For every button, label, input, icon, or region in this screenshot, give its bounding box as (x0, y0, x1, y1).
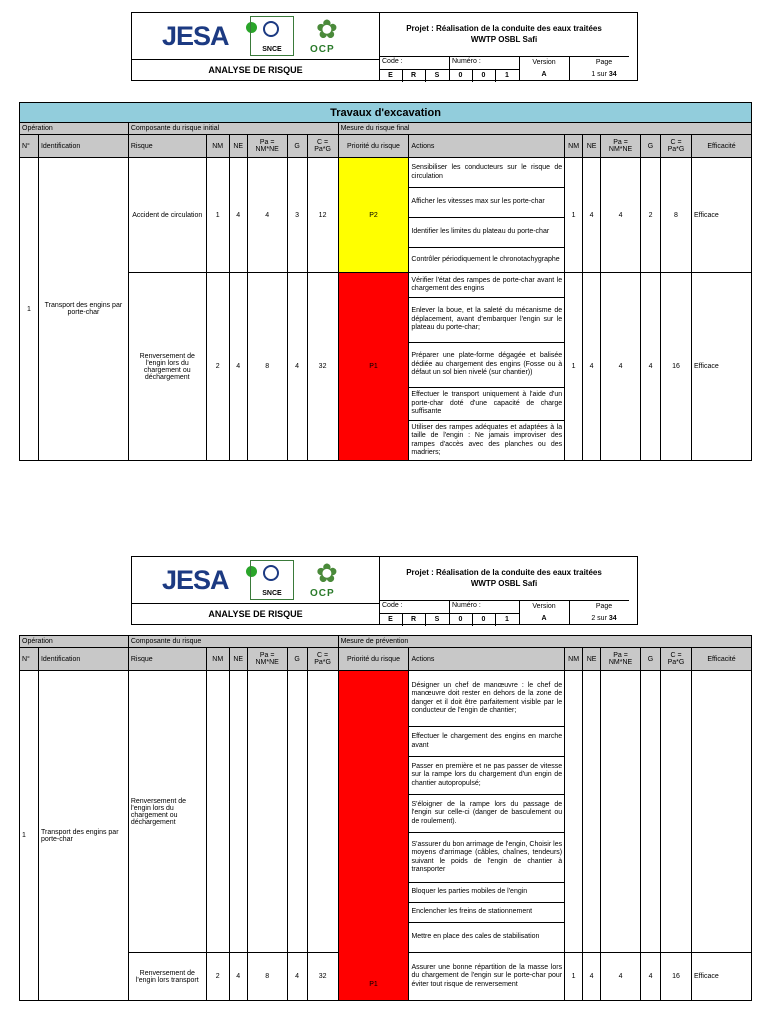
action-item: Vérifier l'état des rampes de porte-char avant le chargement des engins (409, 273, 565, 298)
pa-final (601, 671, 641, 953)
col-header: NM (206, 648, 229, 671)
identification: Transport des engins par porte-char (38, 158, 128, 461)
col-header: Identification (38, 135, 128, 158)
col-header: G (287, 135, 307, 158)
col-header: G (287, 648, 307, 671)
efficacite: Efficace (691, 158, 751, 273)
pa-cell: 8 (247, 953, 287, 1001)
c-final: 16 (661, 953, 692, 1001)
c-final: 8 (661, 158, 692, 273)
col-header: Actions (409, 135, 565, 158)
pa-cell: 4 (247, 158, 287, 273)
col-header: Risque (128, 135, 206, 158)
col-header: Priorité du risque (338, 648, 409, 671)
document-header-page1 (131, 12, 638, 81)
g-final: 2 (641, 158, 661, 273)
section-title: Travaux d'excavation (20, 103, 752, 123)
ne-final (583, 671, 601, 953)
col-header: N° (20, 648, 39, 671)
pa-final: 4 (601, 953, 641, 1001)
efficacite: Efficace (691, 273, 751, 461)
group-mesure: Mesure du risque final (338, 123, 751, 135)
nm-final: 1 (565, 158, 583, 273)
identification: Transport des engins par porte-char (38, 671, 128, 1001)
c-final: 16 (661, 273, 692, 461)
g-cell: 4 (287, 273, 307, 461)
risque-cell: Accident de circulation (128, 158, 206, 273)
nm-cell: 2 (206, 273, 229, 461)
ocp-star-icon: ✿ (316, 558, 338, 588)
ne-final: 4 (583, 158, 601, 273)
logo-area (132, 557, 380, 604)
analyse-title: ANALYSE DE RISQUE (132, 603, 380, 625)
col-header: Pa = NM*NE (601, 135, 641, 158)
action-item: Assurer une bonne répartition de la masse lors du chargement de l'engin sur le porte-char pour éviter tout risque de renversement (409, 953, 565, 1001)
col-header: NE (229, 135, 247, 158)
nm-final: 1 (565, 273, 583, 461)
priority-badge: P2 (338, 158, 409, 273)
group-mesure: Mesure de prévention (338, 636, 751, 648)
ocp-star-icon: ✿ (316, 14, 338, 44)
action-item: Contrôler périodiquement le chronotachygraphe (409, 248, 565, 273)
page-cell: Page 1 sur 34 (591, 59, 617, 78)
snce-logo: SNCE (250, 560, 294, 600)
analyse-title: ANALYSE DE RISQUE (132, 59, 380, 81)
ne-final: 4 (583, 273, 601, 461)
pa-final: 4 (601, 158, 641, 273)
g-final: 4 (641, 273, 661, 461)
group-composante: Composante du risque (128, 636, 338, 648)
action-item: Sensibiliser les conducteurs sur le risque de circulation (409, 158, 565, 188)
action-item: Préparer une plate-forme dégagée et balisée dédiée au chargement des engins (Fosse ou à défaut un sol bien nivelé (sur chantier)) (409, 343, 565, 388)
snce-logo: SNCE (250, 16, 294, 56)
col-header: N° (20, 135, 39, 158)
nm-cell: 1 (206, 158, 229, 273)
col-header: NE (583, 648, 601, 671)
nm-cell (206, 671, 229, 953)
ne-final: 4 (583, 953, 601, 1001)
group-composante: Composante du risque initial (128, 123, 338, 135)
action-item: Passer en première et ne pas passer de vitesse sur la rampe lors du chargement d'un engin de chantier autopropulsé; (409, 757, 565, 795)
g-final (641, 671, 661, 953)
g-final: 4 (641, 953, 661, 1001)
action-item: Désigner un chef de manœuvre : le chef de manœuvre doit rester en dehors de la zone de danger et il doit être parfaitement visible par le conducteur de l'engin de chantier; (409, 671, 565, 727)
action-item: Utiliser des rampes adéquates et adaptées à la taille de l'engin : Ne jamais improviser des rampes d'accès avec des planches ou des madriers; (409, 421, 565, 461)
c-cell: 12 (307, 158, 338, 273)
pa-cell (247, 671, 287, 953)
col-header: Identification (38, 648, 128, 671)
action-item: Bloquer les parties mobiles de l'engin (409, 883, 565, 903)
version-cell: Version A (519, 601, 570, 625)
col-header: C = Pa*G (307, 648, 338, 671)
efficacite: Efficace (691, 953, 751, 1001)
ne-cell: 4 (229, 273, 247, 461)
col-header: Pa = NM*NE (601, 648, 641, 671)
risk-table-page2 (19, 635, 752, 1001)
action-item: Effectuer le transport uniquement à l'aide d'un porte-char doté d'une capacité de charge suffisante (409, 388, 565, 421)
action-item: Enclencher les freins de stationnement (409, 903, 565, 923)
col-header: G (641, 135, 661, 158)
action-item: Identifier les limites du plateau du porte-char (409, 218, 565, 248)
code-cell: Code : E R S (379, 57, 450, 81)
risque-cell: Renversement de l'engin lors transport (128, 953, 206, 1001)
project-title: Projet : Réalisation de la conduite des eaux traitées WWTP OSBL Safi (379, 13, 629, 57)
group-operation: Opération (20, 636, 129, 648)
action-item: Enlever la boue, et la saleté du mécanisme de déplacement, avant d'embarquer l'engin sur le plateau du porte-char; (409, 298, 565, 343)
document-header-page2 (131, 556, 638, 625)
numero-cell: Numéro : 0 0 1 (449, 601, 520, 625)
logo-area (132, 13, 380, 60)
action-item: S'assurer du bon arrimage de l'engin, Choisir les moyens d'arrimage (câbles, chaînes, tendeurs) suivant le poids de l'engin de chantier à transporter (409, 833, 565, 883)
g-cell: 3 (287, 158, 307, 273)
g-cell (287, 671, 307, 953)
snce-ring-icon (263, 21, 279, 37)
col-header: Pa = NM*NE (247, 648, 287, 671)
pa-final: 4 (601, 273, 641, 461)
row-number: 1 (20, 671, 39, 1001)
pa-cell: 8 (247, 273, 287, 461)
version-cell: Version A (519, 57, 570, 81)
action-item: Effectuer le chargement des engins en marche avant (409, 727, 565, 757)
col-header: NM (206, 135, 229, 158)
project-title: Projet : Réalisation de la conduite des eaux traitées WWTP OSBL Safi (379, 557, 629, 601)
col-header: C = Pa*G (661, 648, 692, 671)
col-header: Pa = NM*NE (247, 135, 287, 158)
col-header: G (641, 648, 661, 671)
priority-badge: P1 (338, 273, 409, 461)
col-header: NE (583, 135, 601, 158)
nm-cell: 2 (206, 953, 229, 1001)
risque-cell: Renversement de l'engin lors du chargement ou déchargement (128, 671, 206, 953)
col-header: Efficacité (691, 135, 751, 158)
ne-cell (229, 671, 247, 953)
action-item: Mettre en place des cales de stabilisation (409, 923, 565, 953)
nm-final (565, 671, 583, 953)
page-cell: Page 2 sur 34 (591, 603, 617, 622)
col-header: Priorité du risque (338, 135, 409, 158)
col-header: Efficacité (691, 648, 751, 671)
ne-cell: 4 (229, 158, 247, 273)
action-item: Afficher les vitesses max sur les porte-char (409, 188, 565, 218)
jesa-logo: JESA (162, 565, 229, 595)
c-cell: 32 (307, 953, 338, 1001)
efficacite (691, 671, 751, 953)
c-cell (307, 671, 338, 953)
snce-ring-icon (263, 565, 279, 581)
c-cell: 32 (307, 273, 338, 461)
c-final (661, 671, 692, 953)
nm-final: 1 (565, 953, 583, 1001)
group-operation: Opération (20, 123, 129, 135)
code-cell: Code : E R S (379, 601, 450, 625)
col-header: Risque (128, 648, 206, 671)
jesa-logo: JESA (162, 21, 229, 51)
action-item: S'éloigner de la rampe lors du passage de l'engin sur celle-ci (danger de basculement ou de roulement). (409, 795, 565, 833)
ocp-logo: ✿ OCP (310, 558, 338, 599)
col-header: C = Pa*G (661, 135, 692, 158)
g-cell: 4 (287, 953, 307, 1001)
col-header: NM (565, 648, 583, 671)
risk-table-page1 (19, 102, 752, 461)
ocp-logo: ✿ OCP (310, 14, 338, 55)
col-header: C = Pa*G (307, 135, 338, 158)
priority-badge: P1 (338, 671, 409, 1001)
ne-cell: 4 (229, 953, 247, 1001)
risque-cell: Renversement de l'engin lors du chargement ou déchargement (128, 273, 206, 461)
numero-cell: Numéro : 0 0 1 (449, 57, 520, 81)
row-number: 1 (20, 158, 39, 461)
col-header: NE (229, 648, 247, 671)
col-header: Actions (409, 648, 565, 671)
col-header: NM (565, 135, 583, 158)
